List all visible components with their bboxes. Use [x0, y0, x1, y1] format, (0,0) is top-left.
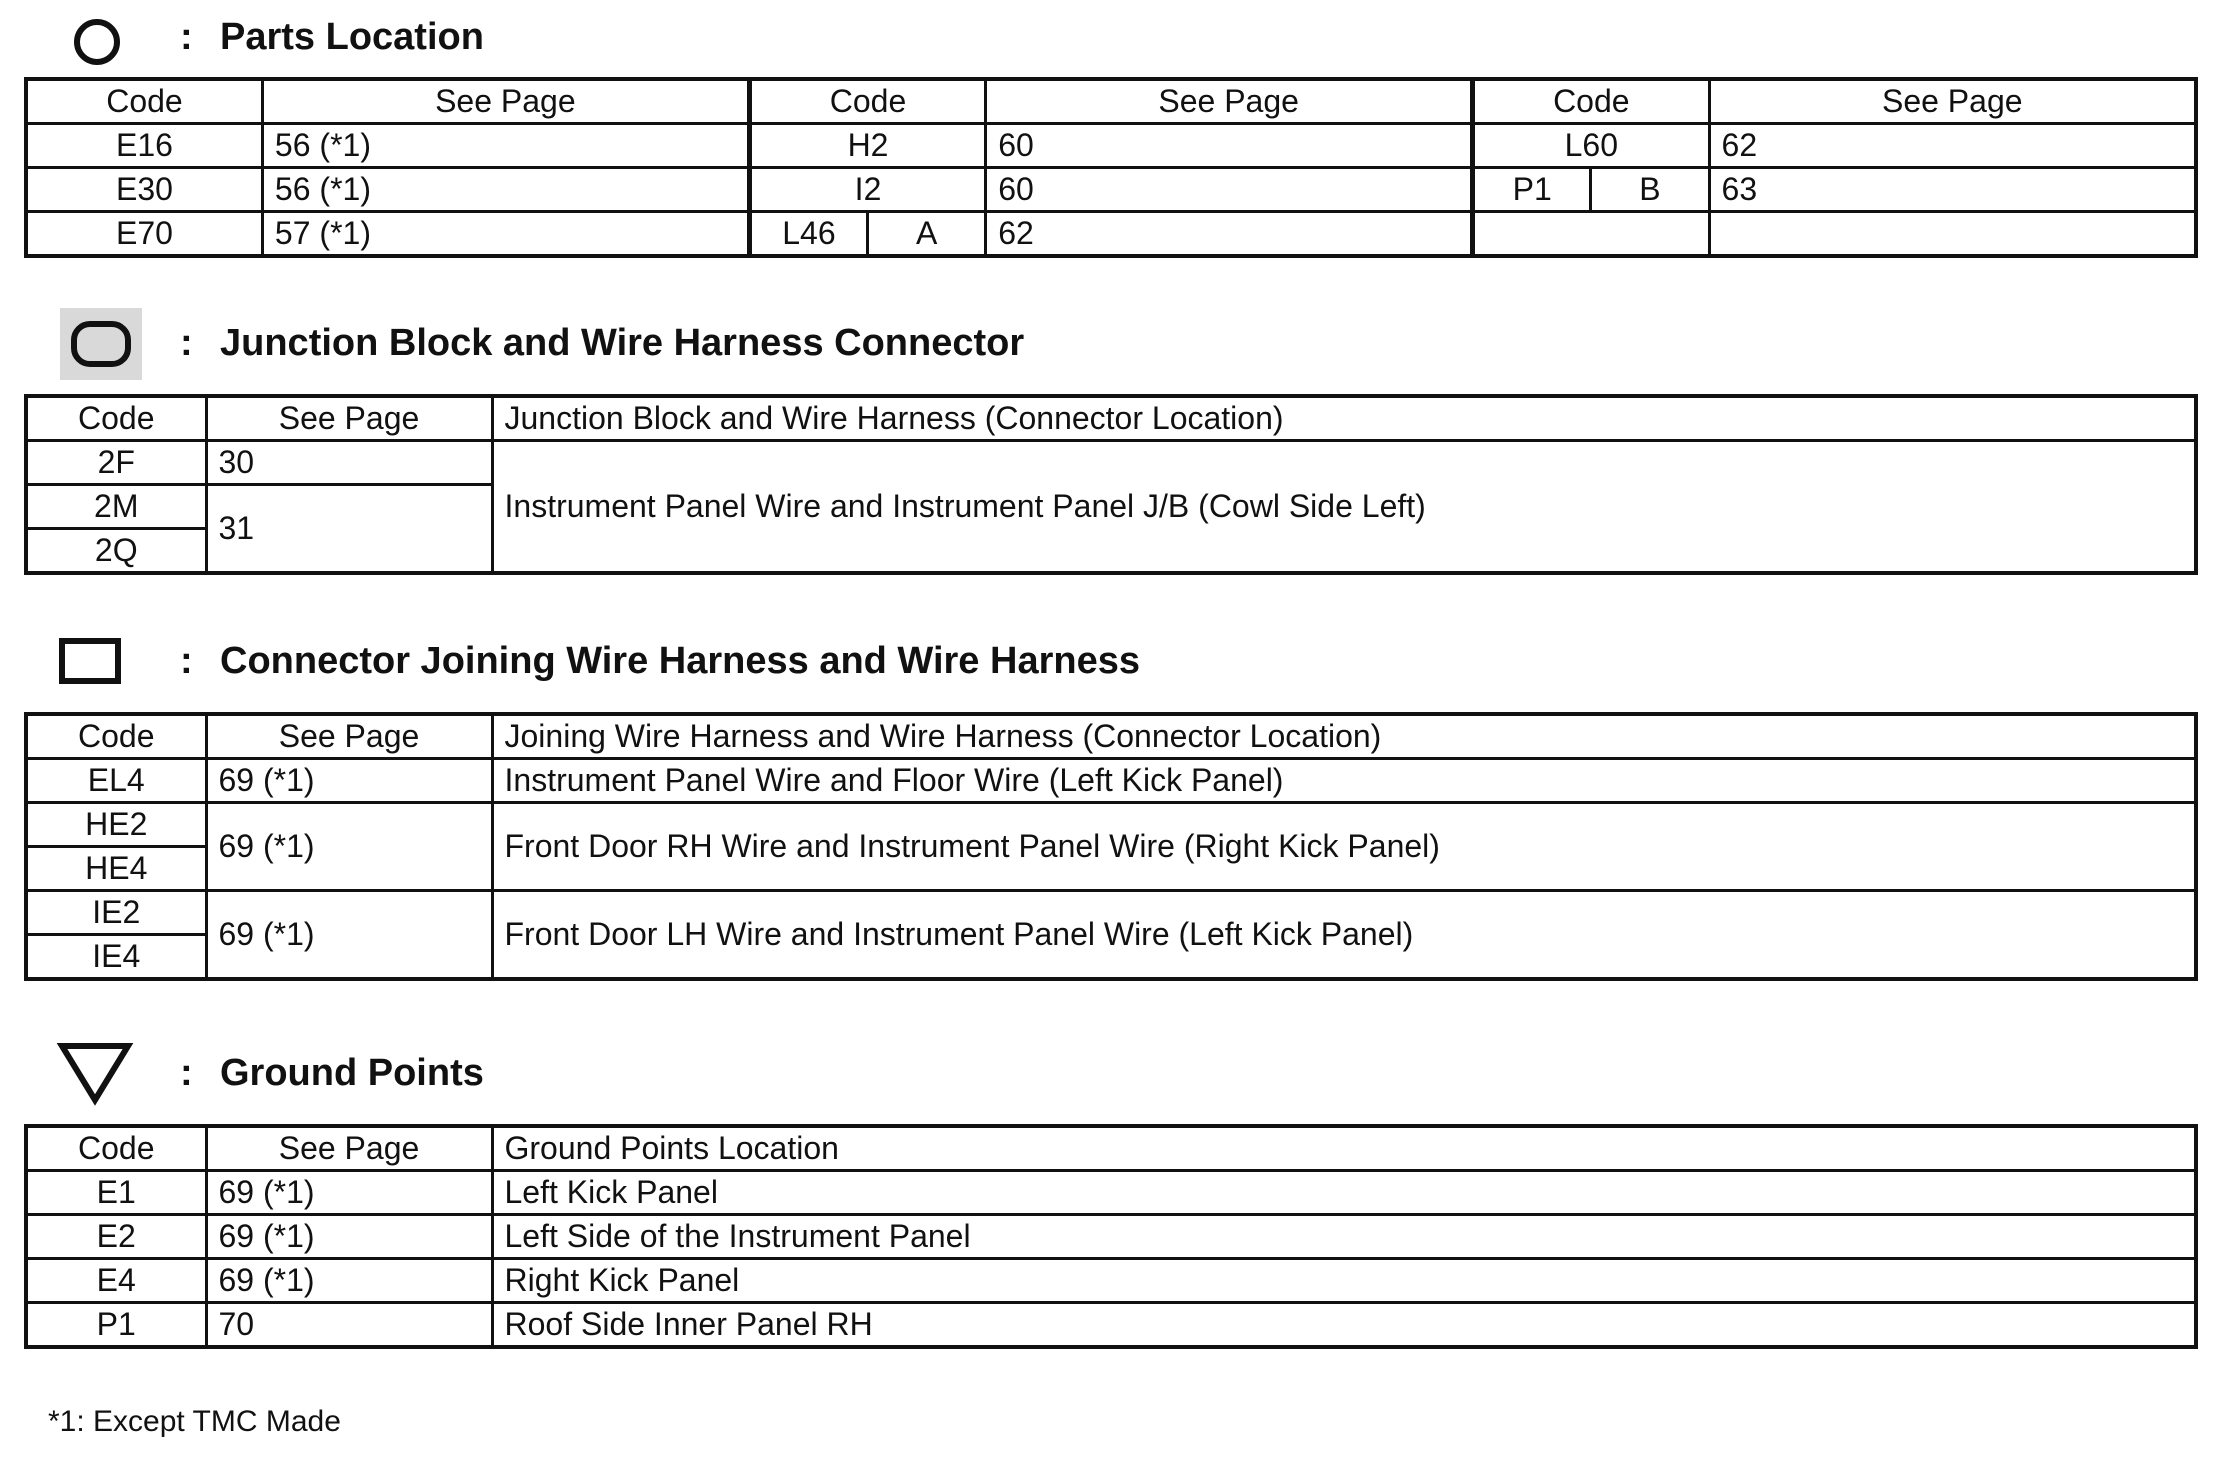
header-code: Code [26, 714, 206, 759]
page-cell: 62 [986, 212, 1473, 257]
code-cell: E30 [26, 168, 262, 212]
code-cell: 2Q [26, 529, 206, 574]
page-cell: 30 [206, 441, 492, 485]
rounded-rect-icon [60, 308, 142, 380]
code-cell: L46 [749, 212, 867, 257]
header-code: Code [1473, 79, 1709, 124]
table-header-row [26, 396, 2196, 441]
page-cell: 57 (*1) [262, 212, 749, 257]
table-row [26, 1171, 2196, 1215]
location-cell: Right Kick Panel [492, 1259, 2196, 1303]
page-cell: 31 [206, 485, 492, 574]
sub-code-cell: A [868, 212, 986, 257]
page-cell: 70 [206, 1303, 492, 1348]
header-location: Junction Block and Wire Harness (Connector Location) [492, 396, 2196, 441]
table-row [26, 124, 2196, 168]
page-cell: 69 (*1) [206, 891, 492, 980]
location-cell: Instrument Panel Wire and Instrument Panel J/B (Cowl Side Left) [492, 441, 2196, 574]
section-title-junction-block: Junction Block and Wire Harness Connector [220, 322, 1025, 364]
footnote: *1: Except TMC Made [48, 1405, 341, 1438]
page-cell: 69 (*1) [206, 1259, 492, 1303]
header-code: Code [26, 1126, 206, 1171]
code-cell: I2 [749, 168, 985, 212]
header-see-page: See Page [206, 396, 492, 441]
header-code: Code [26, 79, 262, 124]
code-cell: P1 [26, 1303, 206, 1348]
colon: : [180, 322, 193, 364]
code-cell: 2M [26, 485, 206, 529]
header-see-page: See Page [206, 1126, 492, 1171]
table-row [26, 891, 2196, 935]
table-row [26, 1215, 2196, 1259]
location-cell: Instrument Panel Wire and Floor Wire (Left Kick Panel) [492, 759, 2196, 803]
empty-cell [1709, 212, 2196, 257]
page-cell: 69 (*1) [206, 1171, 492, 1215]
code-cell: E2 [26, 1215, 206, 1259]
page-cell: 60 [986, 124, 1473, 168]
square-icon [58, 637, 124, 687]
code-cell: 2F [26, 441, 206, 485]
header-see-page: See Page [262, 79, 749, 124]
table-row [26, 212, 2196, 257]
page-cell: 63 [1709, 168, 2196, 212]
junction-block-table [24, 394, 2198, 575]
code-cell: P1 [1473, 168, 1591, 212]
code-cell: EL4 [26, 759, 206, 803]
code-cell: HE4 [26, 847, 206, 891]
page-cell: 56 (*1) [262, 124, 749, 168]
section-title-parts-location: Parts Location [220, 16, 484, 58]
location-cell: Front Door RH Wire and Instrument Panel Wire (Right Kick Panel) [492, 803, 2196, 891]
location-cell: Roof Side Inner Panel RH [492, 1303, 2196, 1348]
page-cell: 69 (*1) [206, 803, 492, 891]
page-cell: 60 [986, 168, 1473, 212]
location-cell: Left Kick Panel [492, 1171, 2196, 1215]
table-header-row [26, 714, 2196, 759]
header-location: Ground Points Location [492, 1126, 2196, 1171]
colon: : [180, 640, 193, 682]
table-row [26, 1259, 2196, 1303]
header-location: Joining Wire Harness and Wire Harness (Connector Location) [492, 714, 2196, 759]
code-cell: HE2 [26, 803, 206, 847]
page-cell: 56 (*1) [262, 168, 749, 212]
code-cell: E1 [26, 1171, 206, 1215]
section-title-connector-joining: Connector Joining Wire Harness and Wire Harness [220, 640, 1140, 682]
code-cell: IE4 [26, 935, 206, 980]
page-cell: 69 (*1) [206, 1215, 492, 1259]
connector-joining-table [24, 712, 2198, 981]
location-cell: Front Door LH Wire and Instrument Panel Wire (Left Kick Panel) [492, 891, 2196, 980]
table-row [26, 1303, 2196, 1348]
parts-location-table [24, 77, 2198, 258]
code-cell: E70 [26, 212, 262, 257]
colon: : [180, 16, 193, 58]
empty-cell [1473, 212, 1709, 257]
table-row [26, 803, 2196, 847]
location-cell: Left Side of the Instrument Panel [492, 1215, 2196, 1259]
table-row [26, 759, 2196, 803]
page-cell: 62 [1709, 124, 2196, 168]
ground-points-table [24, 1124, 2198, 1349]
circle-icon [70, 15, 124, 69]
header-see-page: See Page [1709, 79, 2196, 124]
colon: : [180, 1052, 193, 1094]
page-cell: 69 (*1) [206, 759, 492, 803]
sub-code-cell: B [1591, 168, 1709, 212]
code-cell: H2 [749, 124, 985, 168]
triangle-down-icon [56, 1040, 136, 1106]
code-cell: E16 [26, 124, 262, 168]
header-see-page: See Page [986, 79, 1473, 124]
code-cell: E4 [26, 1259, 206, 1303]
section-title-ground-points: Ground Points [220, 1052, 484, 1094]
table-header-row [26, 79, 2196, 124]
table-header-row [26, 1126, 2196, 1171]
header-code: Code [749, 79, 985, 124]
code-cell: IE2 [26, 891, 206, 935]
code-cell: L60 [1473, 124, 1709, 168]
header-code: Code [26, 396, 206, 441]
header-see-page: See Page [206, 714, 492, 759]
table-row [26, 168, 2196, 212]
table-row [26, 441, 2196, 485]
